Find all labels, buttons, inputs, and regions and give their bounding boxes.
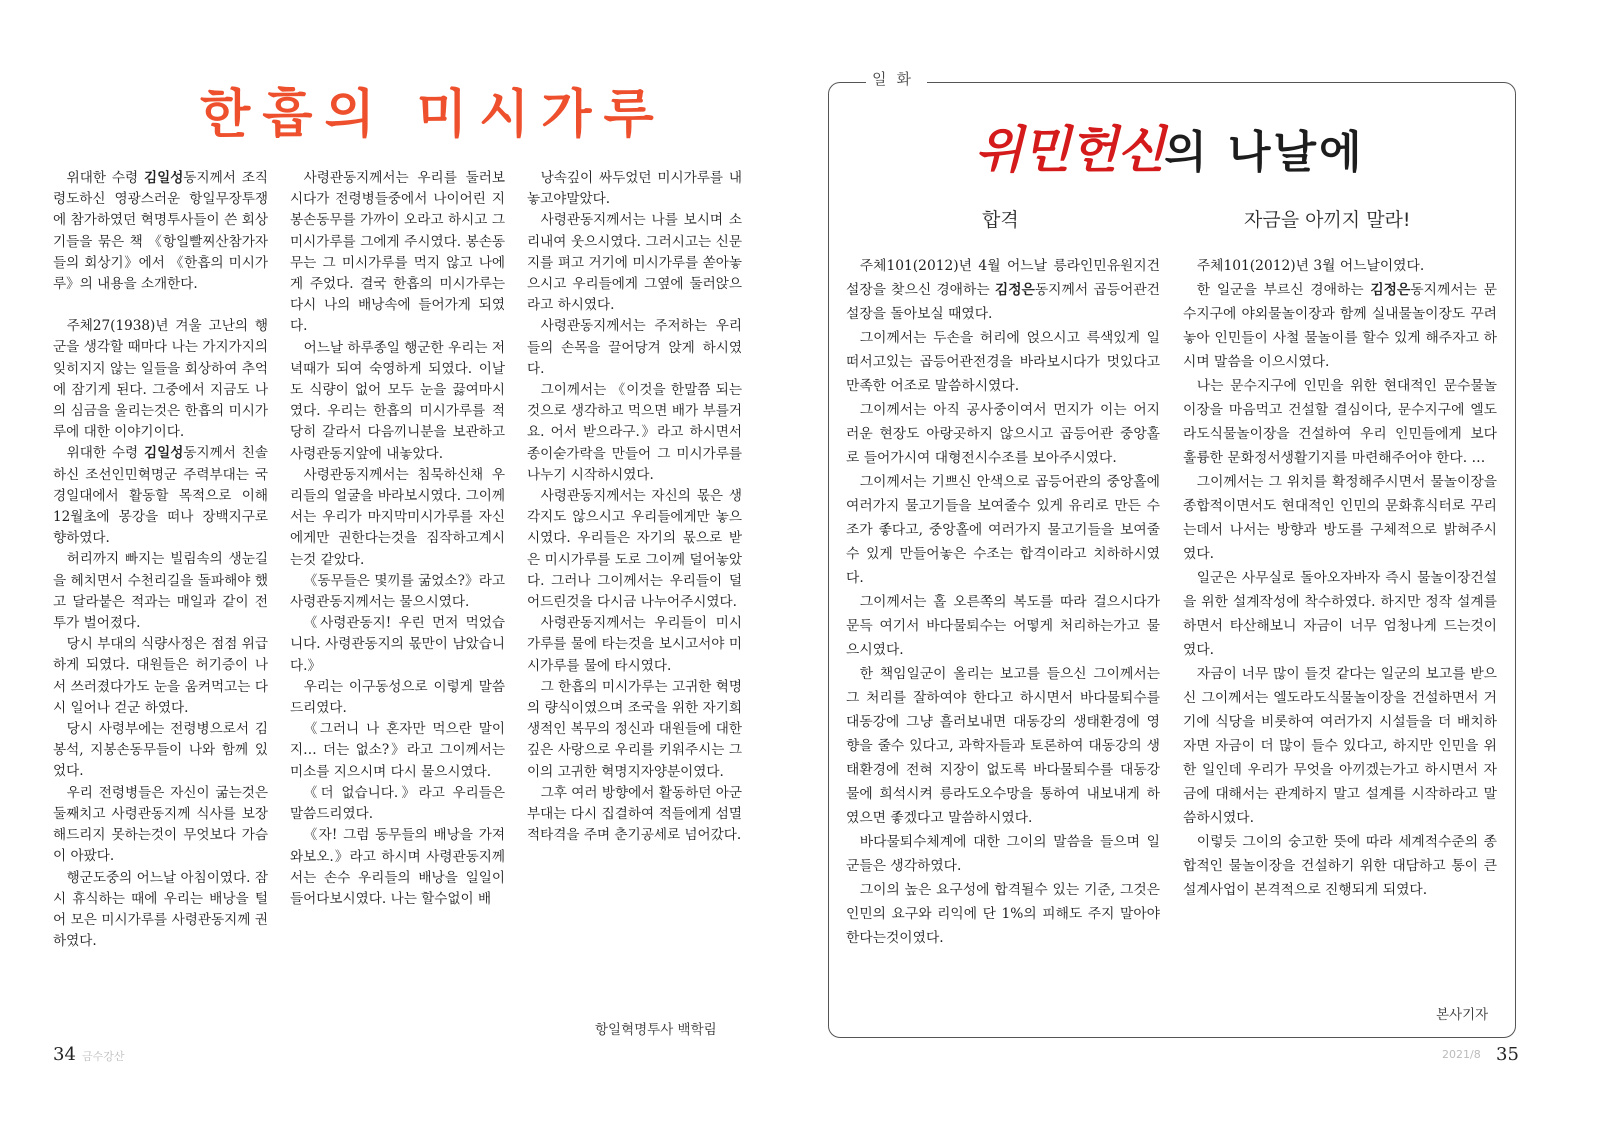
left-page-number: 34 <box>53 1044 76 1065</box>
paragraph-text: 이렇듯 그이의 숭고한 뜻에 따라 세계적수준의 종합적인 물놀이장을 건설하기 위한 대담하고 통이 큰 설계사업이 본격적으로 진행되게 되였다. <box>1183 834 1497 898</box>
paragraph: 사령관동지께서는 침묵하신채 우리들의 얼굴을 바라보시였다. 그이께서는 우리가 마지막미시가루를 자신에게만 권한다는것을 짐작하고계시는것 같았다. <box>290 466 505 568</box>
right-title-emphasis: 위민헌신 <box>975 121 1165 179</box>
magazine-name: 금수강산 <box>82 1050 125 1063</box>
paragraph-text: 그이의 높은 요구성에 합격될수 있는 기준, 그것은 인민의 요구와 리익에 단 1%의 피해도 주지 말아야 한다는것이였다. <box>846 882 1160 946</box>
left-article-column-3 <box>527 168 742 998</box>
paragraph-text: 바다물퇴수체계에 대한 그이의 말씀을 들으며 일군들은 생각하였다. <box>846 834 1160 874</box>
paragraph-text: 당시 부대의 식량사정은 점점 위급하게 되였다. 대원들은 허기증이 나서 쓰러졌다가도 눈을 움켜먹고는 다시 일어나 걷군 하였다. <box>53 636 268 716</box>
paragraph <box>53 443 268 549</box>
paragraph-text: 한 책임일군이 올리는 보고를 들으신 그이께서는 그 처리를 잘하여야 한다고 하시면서 바다물퇴수를 대동강에 그냥 흘러보내면 대동강의 생태환경에 영향을 줄수 있다고, 과학자들과 토론하여 대동강의 생태환경에 전혀 지장이 없도록 바다물퇴수를 대동강물에 희석시켜 릉라도오수망을 통하여 내보내게 하였으면 좋겠다고 말씀하시였다. <box>846 666 1160 826</box>
paragraph-text: 위대한 수령 <box>66 170 144 186</box>
paragraph <box>1183 374 1497 470</box>
paragraph <box>1183 830 1497 902</box>
paragraph <box>1183 278 1497 374</box>
paragraph: 사령관동지께서는 나를 보시며 소리내여 웃으시였다. 그러시고는 신문지를 펴고 거기에 미시가루를 쏟아놓으시고 우리들에게 그옆에 둘러앉으라고 하시였다. <box>527 212 742 314</box>
paragraph-text: 당시 사령부에는 전령병으로서 김봉석, 지봉손동무들이 나와 함께 있었다. <box>53 721 268 780</box>
paragraph <box>53 719 268 783</box>
paragraph: 《자! 그럼 동무들의 배낭을 가져와보오.》라고 하시며 사령관동지께서는 손수 우리들의 배낭을 일일이 들어다보시였다. 나는 할수없이 배 <box>290 827 505 907</box>
paragraph: 그이께서는 《이것을 한말쯤 되는것으로 생각하고 먹으면 배가 부를거요. 어서 받으라구.》라고 하시면서 종이숟가락을 만들어 그 미시가루를 나누기 시작하시였다. <box>527 382 742 483</box>
right-page-number: 35 <box>1496 1044 1519 1065</box>
paragraph-text: 자금이 너무 많이 들것 같다는 일군의 보고를 받으신 그이께서는 엘도라도식물놀이장을 건설하면서 거기에 식당을 비롯하여 여러가지 시설들을 더 배치하자면 자금이 더 많이 들수 있다고, 하지만 인민을 위한 일인데 우리가 무엇을 아끼겠는가고 하시면서 자금에 대해서는 관계하지 말고 설계를 시작하라고 말씀하시였다. <box>1183 666 1497 826</box>
right-article-byline: 본사기자 <box>1436 1007 1489 1023</box>
right-article-column-2 <box>1183 254 1497 994</box>
paragraph <box>1183 566 1497 662</box>
left-article-column-1 <box>53 168 268 1038</box>
paragraph <box>53 316 268 443</box>
paragraph-text: 그이께서는 홀 오른쪽의 복도를 따라 걸으시다가 문득 여기서 바다물퇴수는 어떻게 처리하는가고 물으시였다. <box>846 594 1160 658</box>
paragraph <box>1183 470 1497 566</box>
paragraph-text: 허리까지 빠지는 빌림속의 생눈길을 헤치면서 수천리길을 돌파해야 했고 달라붙은 적과는 매일과 같이 전투가 벌어졌다. <box>53 551 268 632</box>
left-article-column-2 <box>290 168 505 1038</box>
paragraph <box>53 549 268 634</box>
paragraph: 《사령관동지! 우린 먼저 먹었습니다. 사령관동지의 몫만이 남았습니다.》 <box>290 615 505 674</box>
paragraph <box>846 590 1160 662</box>
paragraph: 《더 없습니다.》라고 우리들은 말씀드리였다. <box>290 784 505 823</box>
paragraph-text: 그이께서는 아직 공사중이여서 먼지가 이는 어지러운 현장도 아랑곳하지 않으시고 곱등어관 중앙홀로 들어가시여 대형전시수조를 보아주시였다. <box>846 402 1160 466</box>
paragraph <box>846 830 1160 878</box>
paragraph-text: 동지께서는 문수지구에 야외물놀이장과 함께 실내물놀이장도 꾸려놓아 인민들이 사철 물놀이를 할수 있게 해주자고 하시며 말씀을 이으시였다. <box>1183 282 1497 370</box>
paragraph-text: 동지께서 조직령도하신 영광스러운 항일무장투쟁에 참가하였던 혁명투사들이 쓴 회상기들을 묶은 책 《항일빨찌산참가자들의 회상기》에서 《한흡의 미시가루》의 내용을 소개한다. <box>53 170 268 293</box>
paragraph: 낭속깊이 싸두었던 미시가루를 내놓고야말았다. <box>527 170 742 208</box>
right-title-rest: 의 나날에 <box>1164 127 1365 178</box>
right-article-column-1 <box>846 254 1160 1024</box>
paragraph-text: 그이께서는 두손을 허리에 얹으시고 륵색있게 일떠서고있는 곱등어관전경을 바라보시다가 멋있다고 만족한 어조로 말씀하시였다. <box>846 330 1160 394</box>
leader-name: 김일성 <box>143 445 184 462</box>
paragraph-text: 동지께서 친솔하신 조선인민혁명군 주력부대는 국경일대에서 활동할 목적으로 이해 12월초에 몽강을 떠나 장백지구로 향하였다. <box>53 445 268 547</box>
paragraph: 《동무들은 몇끼를 굶었소?》라고 사령관동지께서는 물으시였다. <box>290 572 505 611</box>
paragraph <box>53 168 268 295</box>
paragraph <box>846 662 1160 830</box>
paragraph: 사령관동지께서는 자신의 몫은 생각지도 않으시고 우리들에게만 놓으시였다. 우리들은 자기의 몫으로 받은 미시가루를 도로 그이께 덜어놓았다. 그러나 그이께서는 우리들이 덜어드린것을 다시금 나누어주시였다. <box>527 488 742 611</box>
right-article-title <box>975 110 1365 182</box>
paragraph: 사령관동지께서는 우리를 둘러보시다가 전령병들중에서 나이어린 지봉손동무를 가까이 오라고 하시고 그 미시가루를 그에게 주시였다. 봉손동무는 그 미시가루를 먹지 않고 나에게 주었다. 결국 한흡의 미시가루는 다시 나의 배낭속에 들어가게 되였다. <box>290 170 505 335</box>
paragraph-text: 행군도중의 어느날 아침이였다. 잠시 휴식하는 때에 우리는 배낭을 털어 모은 미시가루를 사령관동지께 권하였다. <box>53 869 268 950</box>
paragraph: 그 한흡의 미시가루는 고귀한 혁명의 량식이였으며 조국을 위한 자기희생적인 복무의 정신과 대원들에 대한 깊은 사랑으로 우리를 키워주시는 그이의 고귀한 혁명지자양분이였다. <box>527 678 742 780</box>
paragraph: 사령관동지께서는 우리들이 미시가루를 물에 타는것을 보시고서야 미시가루를 물에 타시였다. <box>527 615 742 674</box>
paragraph-text: 주체101(2012)년 4월 어느날 릉라인민유원지건설장을 찾으신 경애하는 <box>846 258 1160 298</box>
episode-label: 일화 <box>866 68 927 89</box>
paragraph-text: 위대한 수령 <box>66 445 144 462</box>
paragraph <box>1183 662 1497 830</box>
paragraph-text: 그이께서는 그 위치를 확정해주시면서 물놀이장을 종합적이면서도 현대적인 인민의 문화휴식터로 꾸리는데서 나서는 방향과 방도를 구체적으로 밝혀주시였다. <box>1183 474 1497 562</box>
paragraph <box>53 634 268 719</box>
paragraph-text: 주체101(2012)년 3월 어느날이였다. <box>1196 258 1425 274</box>
paragraph: 우리는 이구동성으로 이렇게 말씀드리였다. <box>290 678 505 717</box>
paragraph-text: 나는 문수지구에 인민을 위한 현대적인 문수물놀이장을 마음먹고 건설할 결심이다, 문수지구에 엘도라도식물놀이장을 건설하여 우리 인민들에게 보다 훌륭한 문화정서생활기지를 마련해주어야 한다. … <box>1183 378 1497 466</box>
paragraph-text: 한 일군을 부르신 경애하는 <box>1196 282 1371 298</box>
paragraph <box>846 470 1160 590</box>
paragraph-text: 일군은 사무실로 돌아오자바자 즉시 물놀이장건설을 위한 설계작성에 착수하였다. 하지만 정작 설계를 하면서 타산해보니 자금이 너무 엄청나게 드는것이였다. <box>1183 570 1497 658</box>
paragraph <box>846 326 1160 398</box>
paragraph: 그후 여러 방향에서 활동하던 아군부대는 다시 집결하여 적들에게 섬멸적타격을 주며 춘기공세로 넘어갔다. <box>527 784 742 844</box>
paragraph-text: 그이께서는 기쁘신 안색으로 곱등어관의 중앙홀에 여러가지 물고기들을 보여줄수 있게 유리로 만든 수조가 좋다고, 중앙홀에 여러가지 물고기들을 보여줄수 있게 만들어놓은 수조는 합격이라고 치하하시였다. <box>846 474 1160 586</box>
paragraph <box>53 868 268 953</box>
paragraph-text: 주체27(1938)년 겨울 고난의 행군을 생각할 때마다 나는 가지가지의 잊히지지 않는 일들을 회상하여 추억에 잠기게 된다. 그중에서 지금도 나의 심금을 울리는것은 한흡의 미시가루에 대한 이야기이다. <box>53 318 268 441</box>
paragraph <box>846 398 1160 470</box>
paragraph-text: 동지께서 곱등어관건설장을 돌아보실 때였다. <box>846 282 1160 322</box>
leader-name: 김일성 <box>143 170 184 186</box>
subheading-pass: 합격 <box>982 209 1019 231</box>
paragraph: 사령관동지께서는 주저하는 우리들의 손목을 끌어당겨 앉게 하시였다. <box>527 318 742 377</box>
leader-name: 김정은 <box>994 282 1035 298</box>
leader-name: 김정은 <box>1370 282 1411 298</box>
paragraph <box>846 254 1160 326</box>
subheading-funds: 자금을 아끼지 말라! <box>1244 209 1411 231</box>
paragraph: 어느날 하루종일 행군한 우리는 저녁때가 되여 숙영하게 되였다. 이날도 식량이 없어 모두 눈을 끓여마시였다. 우리는 한흡의 미시가루를 적당히 갈라서 다음끼니분을 보관하고 사령관동지앞에 내놓았다. <box>290 339 505 462</box>
paragraph <box>53 783 268 868</box>
paragraph-text: 우리 전령병들은 자신이 굶는것은 둘째치고 사령관동지께 식사를 보장해드리지 못하는것이 무엇보다 가슴이 아팠다. <box>53 784 268 865</box>
paragraph <box>1183 254 1497 278</box>
paragraph <box>846 878 1160 950</box>
issue-date: 2021/8 <box>1442 1048 1481 1061</box>
left-article-title: 한흡의 미시가루 <box>200 85 666 145</box>
paragraph: 《그러니 나 혼자만 먹으란 말이지… 더는 없소?》라고 그이께서는 미소를 지으시며 다시 물으시였다. <box>290 721 505 780</box>
left-article-byline: 항일혁명투사 백학림 <box>595 1022 717 1038</box>
